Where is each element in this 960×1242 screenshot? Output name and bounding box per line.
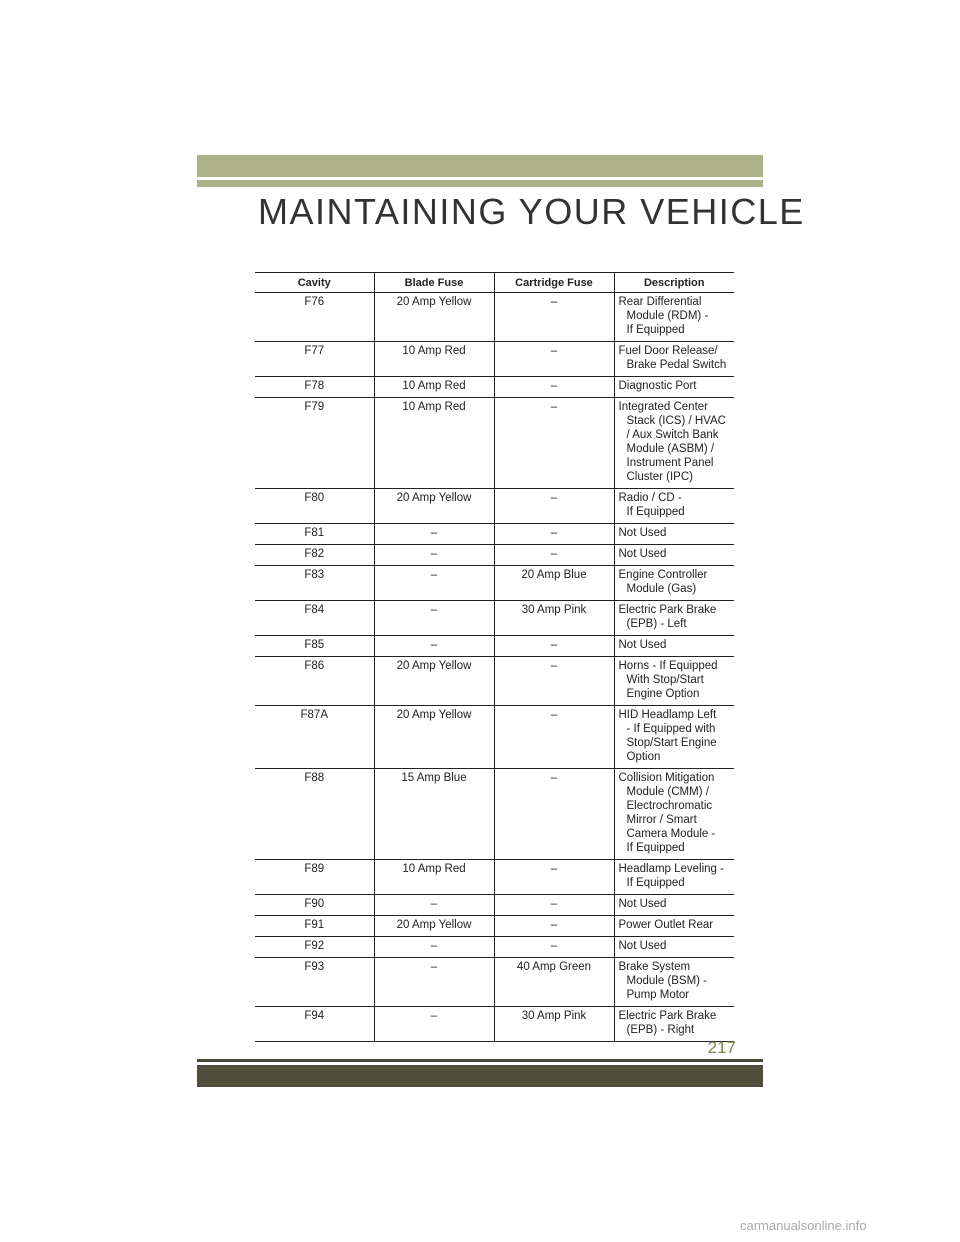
cell-cartridge-fuse: – (494, 937, 614, 958)
table-body (255, 293, 734, 1042)
cell-blade-fuse: – (374, 958, 494, 1007)
cell-blade-fuse: – (374, 636, 494, 657)
header-rule (197, 180, 763, 187)
cell-description: Radio / CD - If Equipped (614, 489, 734, 524)
cell-description: Integrated Center Stack (ICS) / HVAC / Aux Switch Bank Module (ASBM) / Instrument Panel Cluster (IPC) (614, 398, 734, 489)
cell-cavity: F85 (255, 636, 374, 657)
cell-cartridge-fuse: – (494, 377, 614, 398)
cell-description: Headlamp Leveling - If Equipped (614, 860, 734, 895)
cell-cavity: F88 (255, 769, 374, 860)
cell-description: Not Used (614, 545, 734, 566)
cell-cartridge-fuse: – (494, 398, 614, 489)
cell-cartridge-fuse: – (494, 769, 614, 860)
table-row (255, 916, 734, 937)
cell-cartridge-fuse: – (494, 636, 614, 657)
cell-cartridge-fuse: 40 Amp Green (494, 958, 614, 1007)
table-row (255, 769, 734, 860)
cell-cavity: F90 (255, 895, 374, 916)
table-row (255, 1007, 734, 1042)
cell-description: Not Used (614, 895, 734, 916)
cell-blade-fuse: 10 Amp Red (374, 342, 494, 377)
column-header-blade-fuse: Blade Fuse (374, 273, 494, 293)
cell-description: Not Used (614, 937, 734, 958)
table-row (255, 545, 734, 566)
table-row (255, 937, 734, 958)
table-row (255, 657, 734, 706)
cell-cavity: F91 (255, 916, 374, 937)
table-row (255, 489, 734, 524)
table-row (255, 342, 734, 377)
cell-blade-fuse: – (374, 524, 494, 545)
column-header-cartridge-fuse: Cartridge Fuse (494, 273, 614, 293)
cell-cavity: F93 (255, 958, 374, 1007)
cell-blade-fuse: 15 Amp Blue (374, 769, 494, 860)
cell-cartridge-fuse: – (494, 342, 614, 377)
cell-cavity: F83 (255, 566, 374, 601)
cell-cavity: F94 (255, 1007, 374, 1042)
cell-description: Engine Controller Module (Gas) (614, 566, 734, 601)
cell-cartridge-fuse: – (494, 545, 614, 566)
table-row (255, 636, 734, 657)
cell-cartridge-fuse: – (494, 524, 614, 545)
table-row (255, 398, 734, 489)
column-header-description: Description (614, 273, 734, 293)
cell-cartridge-fuse: 30 Amp Pink (494, 601, 614, 636)
cell-cavity: F89 (255, 860, 374, 895)
cell-description: HID Headlamp Left - If Equipped with Stop/Start Engine Option (614, 706, 734, 769)
cell-cavity: F81 (255, 524, 374, 545)
cell-cavity: F79 (255, 398, 374, 489)
table-row (255, 601, 734, 636)
cell-description: Collision Mitigation Module (CMM) / Electrochromatic Mirror / Smart Camera Module - If Equipped (614, 769, 734, 860)
cell-cavity: F78 (255, 377, 374, 398)
column-header-cavity: Cavity (255, 273, 374, 293)
table-row (255, 958, 734, 1007)
cell-cavity: F82 (255, 545, 374, 566)
cell-cavity: F77 (255, 342, 374, 377)
cell-cartridge-fuse: 20 Amp Blue (494, 566, 614, 601)
cell-cartridge-fuse: – (494, 293, 614, 342)
cell-blade-fuse: 20 Amp Yellow (374, 916, 494, 937)
table-row (255, 706, 734, 769)
cell-cavity: F92 (255, 937, 374, 958)
cell-cavity: F84 (255, 601, 374, 636)
cell-description: Horns - If Equipped With Stop/Start Engine Option (614, 657, 734, 706)
watermark: carmanualsonline.info (740, 1218, 867, 1233)
cell-cavity: F87A (255, 706, 374, 769)
cell-blade-fuse: – (374, 601, 494, 636)
cell-blade-fuse: – (374, 545, 494, 566)
table-row (255, 566, 734, 601)
cell-cavity: F80 (255, 489, 374, 524)
table-row (255, 293, 734, 342)
cell-description: Brake System Module (BSM) - Pump Motor (614, 958, 734, 1007)
cell-description: Diagnostic Port (614, 377, 734, 398)
table-header-row (255, 273, 734, 293)
cell-blade-fuse: 10 Amp Red (374, 377, 494, 398)
table-row (255, 524, 734, 545)
cell-cartridge-fuse: – (494, 916, 614, 937)
cell-cartridge-fuse: – (494, 706, 614, 769)
cell-blade-fuse: 20 Amp Yellow (374, 706, 494, 769)
cell-description: Electric Park Brake (EPB) - Left (614, 601, 734, 636)
cell-description: Not Used (614, 636, 734, 657)
fuse-table (255, 272, 734, 1042)
cell-description: Not Used (614, 524, 734, 545)
cell-blade-fuse: 10 Amp Red (374, 398, 494, 489)
section-title: MAINTAINING YOUR VEHICLE (258, 191, 805, 232)
cell-blade-fuse: 20 Amp Yellow (374, 489, 494, 524)
cell-cavity: F76 (255, 293, 374, 342)
table-row (255, 860, 734, 895)
cell-blade-fuse: – (374, 895, 494, 916)
table-row (255, 895, 734, 916)
cell-blade-fuse: 20 Amp Yellow (374, 293, 494, 342)
cell-blade-fuse: – (374, 1007, 494, 1042)
cell-description: Electric Park Brake (EPB) - Right (614, 1007, 734, 1042)
cell-description: Power Outlet Rear (614, 916, 734, 937)
cell-cartridge-fuse: – (494, 657, 614, 706)
footer-rule (197, 1059, 763, 1062)
cell-blade-fuse: 10 Amp Red (374, 860, 494, 895)
header-band (197, 155, 763, 177)
page-number: 217 (707, 1038, 736, 1057)
cell-description: Fuel Door Release/ Brake Pedal Switch (614, 342, 734, 377)
cell-blade-fuse: 20 Amp Yellow (374, 657, 494, 706)
cell-cartridge-fuse: – (494, 860, 614, 895)
cell-blade-fuse: – (374, 566, 494, 601)
table-row (255, 377, 734, 398)
cell-cartridge-fuse: 30 Amp Pink (494, 1007, 614, 1042)
footer-band (197, 1065, 763, 1087)
cell-cavity: F86 (255, 657, 374, 706)
cell-description: Rear Differential Module (RDM) - If Equipped (614, 293, 734, 342)
cell-cartridge-fuse: – (494, 895, 614, 916)
cell-blade-fuse: – (374, 937, 494, 958)
cell-cartridge-fuse: – (494, 489, 614, 524)
